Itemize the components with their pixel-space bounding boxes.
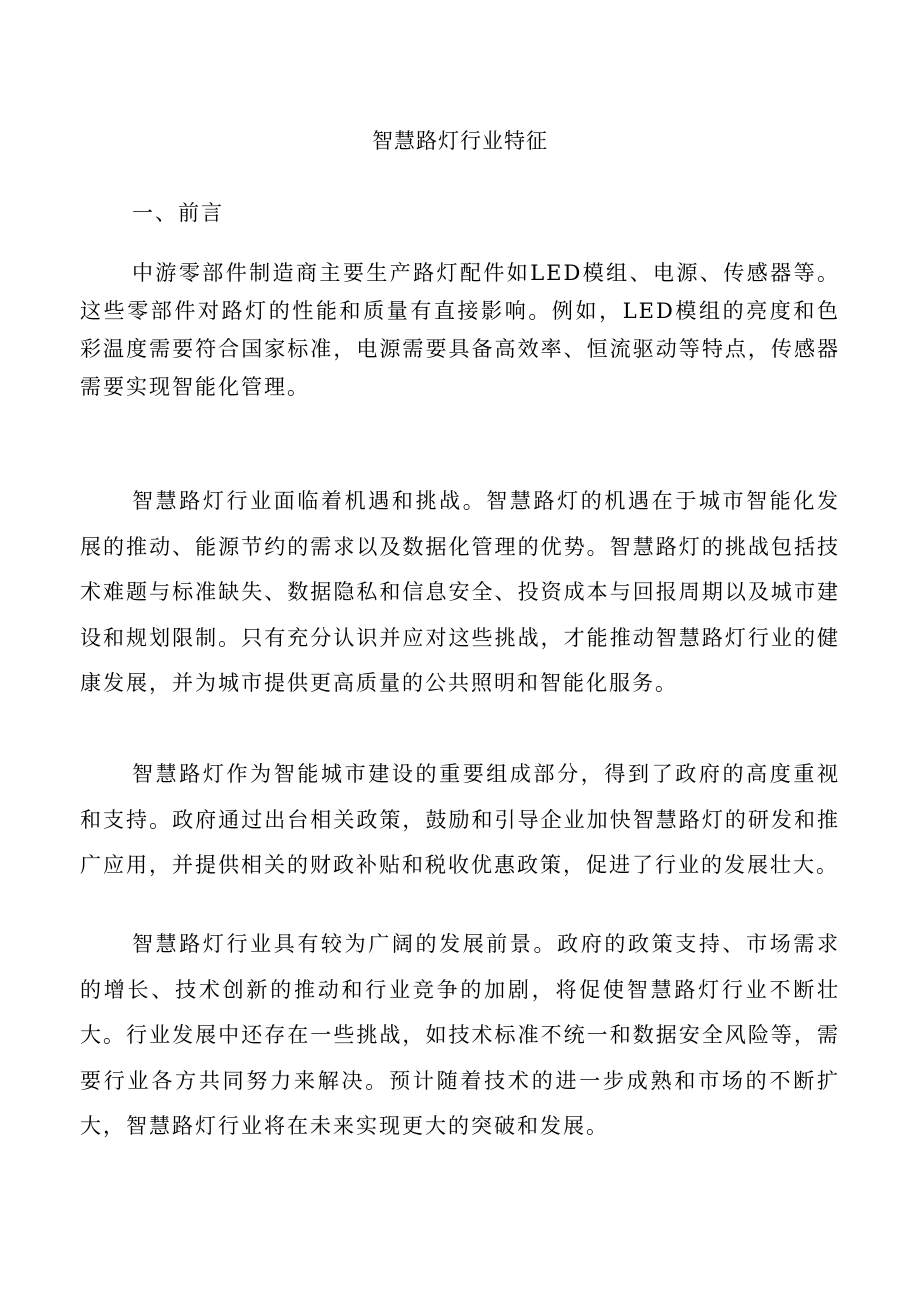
paragraph-1: 中游零部件制造商主要生产路灯配件如LED模组、电源、传感器等。这些零部件对路灯的性能和质量有直接影响。例如，LED模组的亮度和色彩温度需要符合国家标准，电源需要具备高效率、恒流驱动等特点，传感器需要实现智能化管理。 — [80, 261, 840, 399]
section-heading: 一、前言 — [132, 201, 224, 225]
paragraph-4: 智慧路灯行业具有较为广阔的发展前景。政府的政策支持、市场需求的增长、技术创新的推动和行业竞争的加剧，将促使智慧路灯行业不断壮大。行业发展中还存在一些挑战，如技术标准不统一和数据安全风险等，需要行业各方共同努力来解决。预计随着技术的进一步成熟和市场的不断扩大，智慧路灯行业将在未来实现更大的突破和发展。 — [80, 932, 840, 1138]
paragraph-3: 智慧路灯作为智能城市建设的重要组成部分，得到了政府的高度重视和支持。政府通过出台相关政策，鼓励和引导企业加快智慧路灯的研发和推广应用，并提供相关的财政补贴和税收优惠政策，促进了行业的发展壮大。 — [80, 762, 840, 877]
page-title: 智慧路灯行业特征 — [372, 129, 548, 153]
paragraph-2: 智慧路灯行业面临着机遇和挑战。智慧路灯的机遇在于城市智能化发展的推动、能源节约的需求以及数据化管理的优势。智慧路灯的挑战包括技术难题与标准缺失、数据隐私和信息安全、投资成本与回报周期以及城市建设和规划限制。只有充分认识并应对这些挑战，才能推动智慧路灯行业的健康发展，并为城市提供更高质量的公共照明和智能化服务。 — [80, 489, 840, 695]
